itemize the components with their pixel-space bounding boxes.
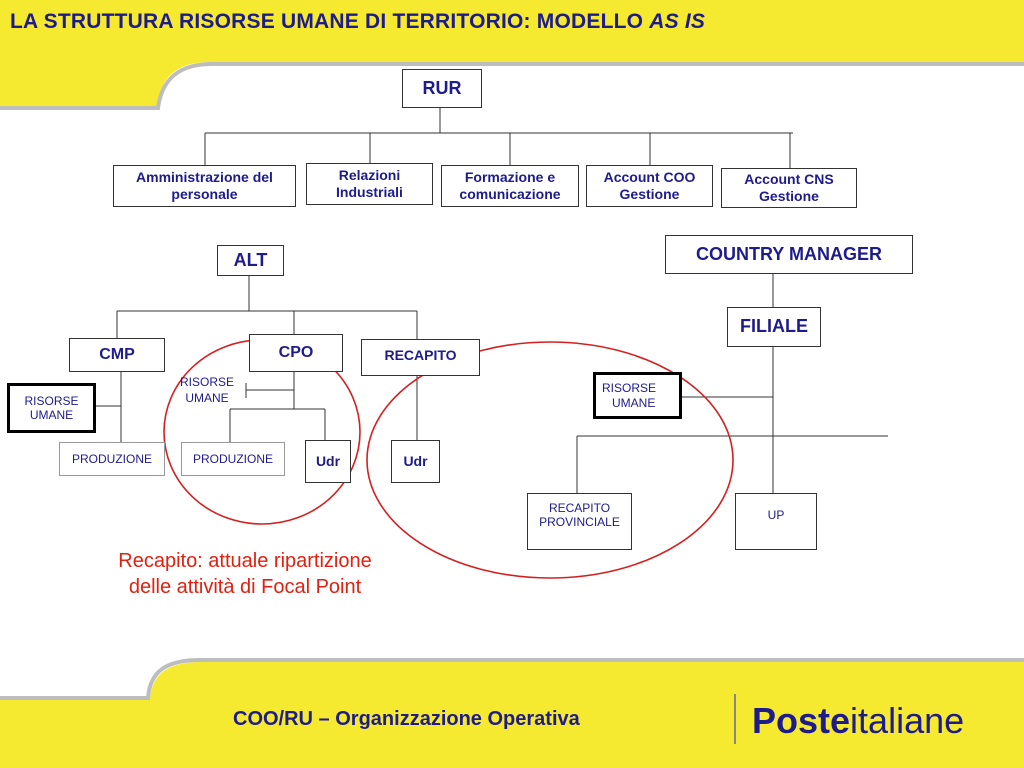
formazione-box: Formazione e comunicazione xyxy=(441,165,579,207)
amministrazione-box: Amministrazione del personale xyxy=(113,165,296,207)
country-manager-box: COUNTRY MANAGER xyxy=(665,235,913,274)
rur-box: RUR xyxy=(402,69,482,108)
relazioni-box: Relazioni Industriali xyxy=(306,163,433,205)
up-box: UP xyxy=(735,493,817,550)
poste-italiane-logo: Posteitaliane xyxy=(752,700,965,741)
filiale-box: FILIALE xyxy=(727,307,821,347)
cpo-risorse-umane-label: RISORSE UMANE xyxy=(179,375,234,406)
recapito-note: Recapito: attuale ripartizione delle attività di Focal Point xyxy=(118,550,372,598)
filiale-risorse-umane-box: RISORSE UMANE xyxy=(593,372,682,419)
cmp-produzione-box: PRODUZIONE xyxy=(59,442,165,476)
cmp-box: CMP xyxy=(69,338,165,372)
cpo-produzione-box: PRODUZIONE xyxy=(181,442,285,476)
account-cns-box: Account CNS Gestione xyxy=(721,168,857,208)
cmp-risorse-umane-box: RISORSE UMANE xyxy=(7,383,96,433)
recapito-box: RECAPITO xyxy=(361,339,480,376)
recapito-provinciale-box: RECAPITO PROVINCIALE xyxy=(527,493,632,550)
recapito-udr-box: Udr xyxy=(391,440,440,483)
alt-box: ALT xyxy=(217,245,284,276)
cpo-udr-box: Udr xyxy=(305,440,351,483)
footer-text: COO/RU – Organizzazione Operativa xyxy=(233,708,580,730)
account-coo-box: Account COO Gestione xyxy=(586,165,713,207)
slide-title: LA STRUTTURA RISORSE UMANE DI TERRITORIO: MODELLO AS IS xyxy=(10,10,706,33)
cpo-box: CPO xyxy=(249,334,343,372)
